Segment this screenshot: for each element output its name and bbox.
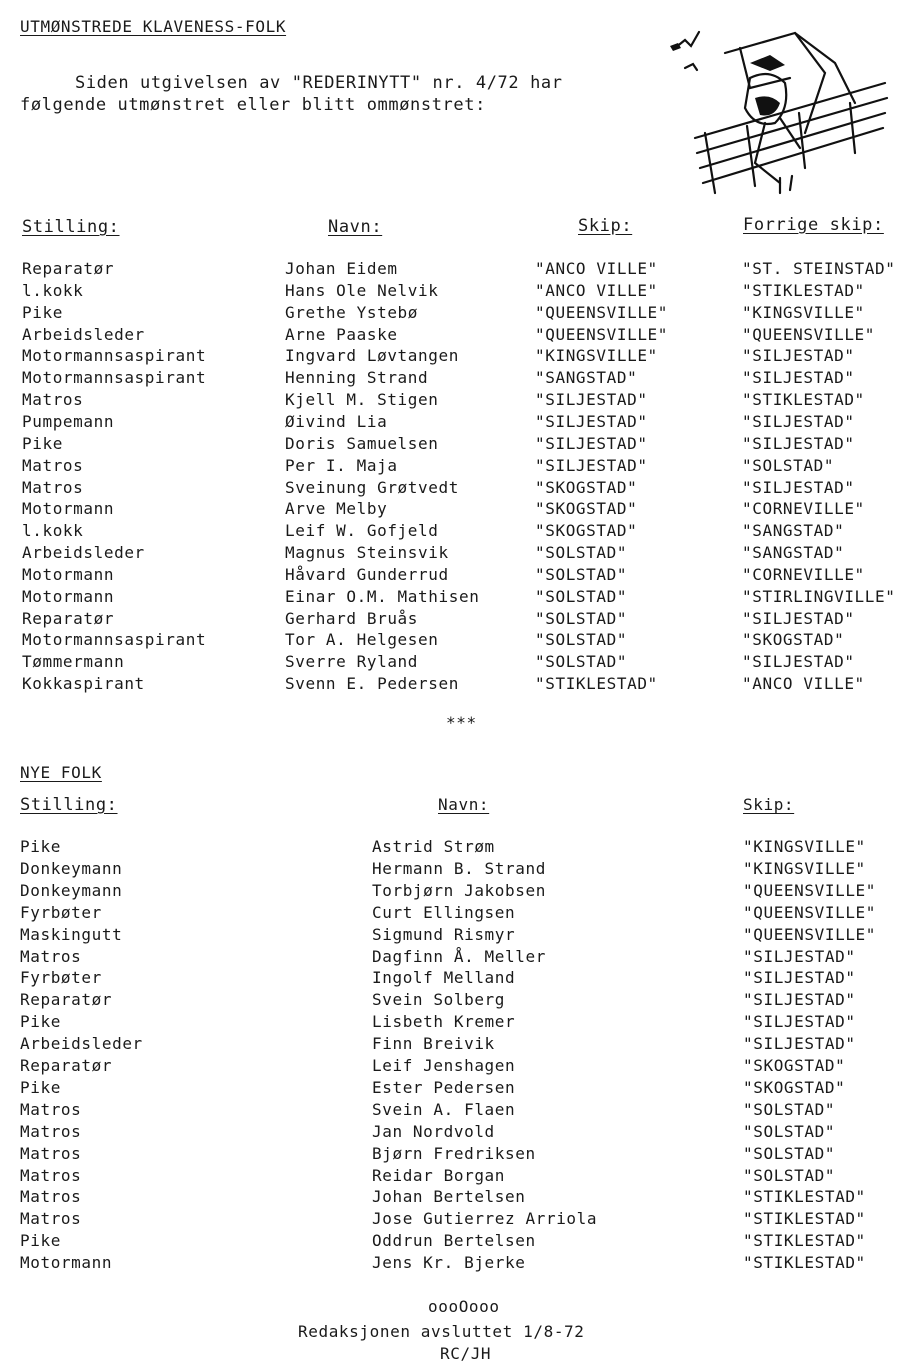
crew-stilling: Motormann [22, 586, 115, 606]
col2-header-stilling: Stilling: [20, 795, 118, 815]
crew-row [0, 412, 920, 434]
newcrew-navn: Svein Solberg [372, 990, 506, 1010]
crew-stilling: Motormannsaspirant [22, 630, 207, 650]
crew-row [0, 543, 920, 565]
crew-forrige: "STIRLINGVILLE" [742, 586, 896, 606]
crew-row [0, 587, 920, 609]
crew-skip: "SOLSTAD" [535, 608, 628, 628]
crew-row [0, 346, 920, 368]
crew-stilling: Pumpemann [22, 411, 115, 431]
newcrew-row [0, 968, 920, 990]
crew-forrige: "SILJESTAD" [742, 608, 855, 628]
crew-row [0, 565, 920, 587]
crew-forrige: "STIKLESTAD" [742, 390, 865, 410]
crew-navn: Arne Paaske [285, 324, 398, 344]
crew-navn: Svenn E. Pedersen [285, 674, 459, 694]
crew-navn: Sveinung Grøtvedt [285, 477, 459, 497]
crew-row [0, 499, 920, 521]
newcrew-row [0, 1078, 920, 1100]
newcrew-stilling: Reparatør [20, 1056, 113, 1075]
newcrew-skip: "SOLSTAD" [743, 1165, 836, 1185]
crew-row [0, 390, 920, 412]
crew-skip: "SOLSTAD" [535, 630, 628, 650]
intro-line-1: Siden utgivelsen av "REDERINYTT" nr. 4/72 har [75, 73, 563, 93]
crew-stilling: Tømmermann [22, 652, 125, 672]
crew-navn: Ingvard Løvtangen [285, 346, 459, 366]
crew-stilling: Arbeidsleder [22, 543, 145, 563]
crew-skip: "SILJESTAD" [535, 433, 648, 453]
newcrew-row [0, 1012, 920, 1034]
crew-stilling: Arbeidsleder [22, 324, 145, 344]
crew-skip: "SKOGSTAD" [535, 477, 638, 497]
newcrew-skip: "KINGSVILLE" [743, 837, 866, 856]
crew-skip: "SOLSTAD" [535, 586, 628, 606]
newcrew-skip: "QUEENSVILLE" [743, 880, 877, 900]
newcrew-stilling: Matros [20, 1165, 82, 1185]
newcrew-stilling: Pike [20, 837, 61, 856]
crew-row [0, 259, 920, 281]
crew-skip: "SOLSTAD" [535, 564, 628, 584]
newcrew-skip: "STIKLESTAD" [743, 1253, 866, 1273]
crew-navn: Tor A. Helgesen [285, 630, 439, 650]
newcrew-row [0, 1166, 920, 1188]
newcrew-skip: "QUEENSVILLE" [743, 902, 877, 922]
crew-navn: Johan Eidem [285, 259, 398, 278]
newcrew-stilling: Pike [20, 1077, 61, 1097]
newcrew-row [0, 1100, 920, 1122]
newcrew-stilling: Pike [20, 1231, 61, 1251]
newcrew-stilling: Reparatør [20, 990, 113, 1010]
crew-row [0, 674, 920, 696]
newcrew-skip: "KINGSVILLE" [743, 858, 866, 878]
newcrew-skip: "SKOGSTAD" [743, 1077, 846, 1097]
newcrew-navn: Astrid Strøm [372, 837, 495, 856]
footer-initials: RC/JH [440, 1344, 492, 1363]
crew-navn: Doris Samuelsen [285, 433, 439, 453]
newcrew-skip: "SOLSTAD" [743, 1121, 836, 1141]
crew-skip: "SILJESTAD" [535, 455, 648, 475]
newcrew-row [0, 925, 920, 947]
crew-navn: Grethe Ystebø [285, 302, 419, 322]
newcrew-stilling: Matros [20, 946, 82, 966]
newcrew-stilling: Arbeidsleder [20, 1034, 143, 1054]
crew-skip: "STIKLESTAD" [535, 674, 658, 694]
newcrew-stilling: Matros [20, 1187, 82, 1207]
col-header-navn: Navn: [328, 217, 383, 237]
crew-stilling: l.kokk [22, 280, 84, 300]
newcrew-row [0, 1144, 920, 1166]
newcrew-stilling: Maskingutt [20, 924, 123, 944]
newcrew-skip: "QUEENSVILLE" [743, 924, 877, 944]
crew-forrige: "SILJESTAD" [742, 346, 855, 366]
newcrew-skip: "SILJESTAD" [743, 1012, 856, 1032]
crew-forrige: "SILJESTAD" [742, 652, 855, 672]
crew-forrige: "CORNEVILLE" [742, 499, 865, 519]
intro-line-2: følgende utmønstret eller blitt ommønstret: [20, 95, 486, 115]
col2-header-navn: Navn: [438, 795, 490, 814]
crew-skip: "SILJESTAD" [535, 411, 648, 431]
newcrew-skip: "SOLSTAD" [743, 1099, 836, 1119]
crew-skip: "SKOGSTAD" [535, 499, 638, 519]
crew-stilling: Kokkaspirant [22, 674, 145, 694]
newcrew-stilling: Donkeymann [20, 880, 123, 900]
newcrew-navn: Jan Nordvold [372, 1121, 495, 1141]
newcrew-navn: Curt Ellingsen [372, 902, 516, 922]
crew-skip: "SANGSTAD" [535, 368, 638, 388]
col-header-stilling: Stilling: [22, 217, 120, 237]
crew-row [0, 434, 920, 456]
crew-stilling: l.kokk [22, 521, 84, 541]
newcrew-skip: "STIKLESTAD" [743, 1231, 866, 1251]
newcrew-navn: Johan Bertelsen [372, 1187, 526, 1207]
crew-navn: Håvard Gunderrud [285, 564, 449, 584]
crew-navn: Leif W. Gofjeld [285, 521, 439, 541]
newcrew-row [0, 1034, 920, 1056]
newcrew-navn: Ingolf Melland [372, 968, 516, 988]
col-header-forrige-skip: Forrige skip: [743, 215, 884, 235]
footer-closed-date: Redaksjonen avsluttet 1/8-72 [298, 1322, 585, 1341]
newcrew-row [0, 881, 920, 903]
newcrew-row [0, 903, 920, 925]
newcrew-row [0, 1253, 920, 1275]
newcrew-row [0, 990, 920, 1012]
crew-forrige: "SILJESTAD" [742, 433, 855, 453]
crew-navn: Sverre Ryland [285, 652, 419, 672]
newcrew-stilling: Fyrbøter [20, 968, 102, 988]
crew-forrige: "SILJESTAD" [742, 368, 855, 388]
section-title-nye-folk: NYE FOLK [20, 763, 102, 782]
crew-skip: "SOLSTAD" [535, 652, 628, 672]
newcrew-skip: "STIKLESTAD" [743, 1209, 866, 1229]
crew-forrige: "STIKLESTAD" [742, 280, 865, 300]
newcrew-row [0, 1231, 920, 1253]
crew-row [0, 303, 920, 325]
crew-row [0, 325, 920, 347]
crew-skip: "ANCO VILLE" [535, 259, 658, 278]
newcrew-skip: "STIKLESTAD" [743, 1187, 866, 1207]
newcrew-navn: Lisbeth Kremer [372, 1012, 516, 1032]
newcrew-stilling: Donkeymann [20, 858, 123, 878]
newcrew-navn: Torbjørn Jakobsen [372, 880, 546, 900]
crew-forrige: "KINGSVILLE" [742, 302, 865, 322]
footer-mark: oooOooo [428, 1297, 500, 1316]
crew-skip: "SKOGSTAD" [535, 521, 638, 541]
crew-stilling: Matros [22, 390, 84, 410]
newcrew-navn: Finn Breivik [372, 1034, 495, 1054]
newcrew-row [0, 1187, 920, 1209]
crew-stilling: Matros [22, 477, 84, 497]
page-title: UTMØNSTREDE KLAVENESS-FOLK [20, 17, 287, 36]
newcrew-row [0, 1209, 920, 1231]
newcrew-row [0, 1056, 920, 1078]
crew-row [0, 521, 920, 543]
crew-skip: "ANCO VILLE" [535, 280, 658, 300]
crew-stilling: Pike [22, 433, 63, 453]
crew-forrige: "SILJESTAD" [742, 477, 855, 497]
crew-stilling: Matros [22, 455, 84, 475]
crew-forrige: "QUEENSVILLE" [742, 324, 876, 344]
newcrew-stilling: Matros [20, 1099, 82, 1119]
crew-navn: Hans Ole Nelvik [285, 280, 439, 300]
newcrew-navn: Jens Kr. Bjerke [372, 1253, 526, 1273]
newcrew-skip: "SKOGSTAD" [743, 1056, 846, 1075]
newcrew-navn: Leif Jenshagen [372, 1056, 516, 1075]
newcrew-navn: Bjørn Fredriksen [372, 1143, 536, 1163]
newcrew-row [0, 947, 920, 969]
newcrew-row [0, 1122, 920, 1144]
newcrew-skip: "SILJESTAD" [743, 946, 856, 966]
crew-forrige: "ANCO VILLE" [742, 674, 865, 694]
crew-row [0, 478, 920, 500]
crew-skip: "KINGSVILLE" [535, 346, 658, 366]
newcrew-navn: Oddrun Bertelsen [372, 1231, 536, 1251]
newcrew-navn: Reidar Borgan [372, 1165, 506, 1185]
newcrew-skip: "SILJESTAD" [743, 1034, 856, 1054]
crew-forrige: "SILJESTAD" [742, 411, 855, 431]
crew-row [0, 630, 920, 652]
crew-skip: "QUEENSVILLE" [535, 324, 669, 344]
crew-navn: Kjell M. Stigen [285, 390, 439, 410]
crew-row [0, 609, 920, 631]
separator: *** [446, 713, 477, 732]
newcrew-skip: "SILJESTAD" [743, 990, 856, 1010]
newcrew-stilling: Motormann [20, 1253, 113, 1273]
crew-stilling: Motormannsaspirant [22, 368, 207, 388]
newcrew-stilling: Matros [20, 1143, 82, 1163]
crew-forrige: "SOLSTAD" [742, 455, 835, 475]
col-header-skip: Skip: [578, 216, 633, 236]
crew-forrige: "SKOGSTAD" [742, 630, 845, 650]
crew-stilling: Motormann [22, 564, 115, 584]
newcrew-stilling: Pike [20, 1012, 61, 1032]
crew-forrige: "CORNEVILLE" [742, 564, 865, 584]
crew-navn: Øivind Lia [285, 411, 388, 431]
crew-navn: Per I. Maja [285, 455, 398, 475]
newcrew-navn: Ester Pedersen [372, 1077, 516, 1097]
newcrew-navn: Sigmund Rismyr [372, 924, 516, 944]
newcrew-row [0, 859, 920, 881]
crew-row [0, 281, 920, 303]
col2-header-skip: Skip: [743, 795, 795, 814]
crew-row [0, 368, 920, 390]
crew-stilling: Reparatør [22, 259, 115, 278]
crew-navn: Einar O.M. Mathisen [285, 586, 480, 606]
crew-stilling: Motormann [22, 499, 115, 519]
newcrew-skip: "SILJESTAD" [743, 968, 856, 988]
crew-stilling: Motormannsaspirant [22, 346, 207, 366]
crew-navn: Magnus Steinsvik [285, 543, 449, 563]
crew-skip: "SILJESTAD" [535, 390, 648, 410]
newcrew-navn: Jose Gutierrez Arriola [372, 1209, 598, 1229]
crew-forrige: "ST. STEINSTAD" [742, 259, 896, 278]
newcrew-navn: Hermann B. Strand [372, 858, 546, 878]
crew-row [0, 456, 920, 478]
newcrew-stilling: Matros [20, 1121, 82, 1141]
crew-navn: Gerhard Bruås [285, 608, 419, 628]
ship-deck-sketch-icon [655, 18, 910, 203]
newcrew-row [0, 837, 920, 859]
crew-stilling: Pike [22, 302, 63, 322]
crew-skip: "QUEENSVILLE" [535, 302, 669, 322]
crew-forrige: "SANGSTAD" [742, 543, 845, 563]
newcrew-navn: Svein A. Flaen [372, 1099, 516, 1119]
newcrew-stilling: Fyrbøter [20, 902, 102, 922]
crew-navn: Henning Strand [285, 368, 429, 388]
crew-skip: "SOLSTAD" [535, 543, 628, 563]
newcrew-stilling: Matros [20, 1209, 82, 1229]
newcrew-navn: Dagfinn Å. Meller [372, 946, 546, 966]
crew-forrige: "SANGSTAD" [742, 521, 845, 541]
crew-stilling: Reparatør [22, 608, 115, 628]
crew-navn: Arve Melby [285, 499, 388, 519]
newcrew-skip: "SOLSTAD" [743, 1143, 836, 1163]
crew-row [0, 652, 920, 674]
